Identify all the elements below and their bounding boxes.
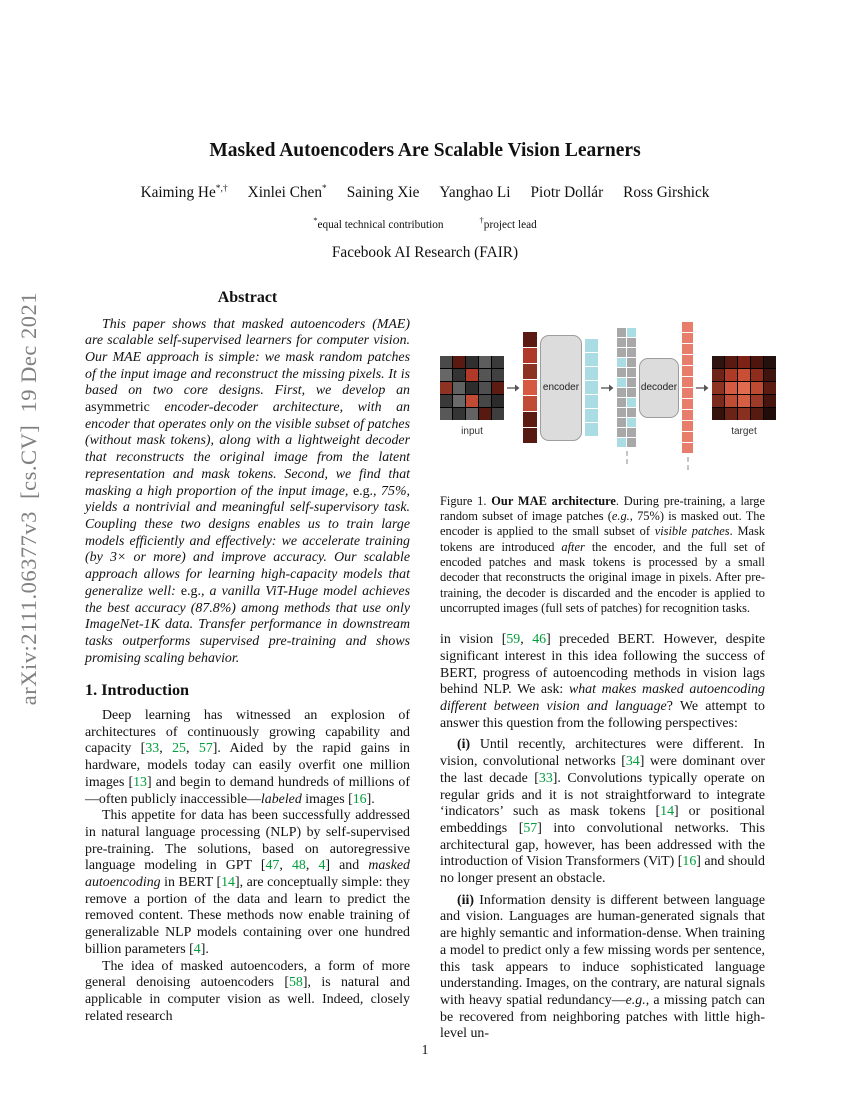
- citation-link[interactable]: 34: [625, 754, 640, 770]
- text-segment: . During pre-training, a large random subset of image patches (: [440, 493, 765, 524]
- introduction-body: [85, 708, 410, 1025]
- encoded-tokens-column: [585, 339, 598, 436]
- left-column: [85, 288, 410, 1043]
- text-segment: Deep learning has witnessed an explosion of architectures of continuously growing capability and capacity [: [85, 708, 410, 757]
- patch-cell: [725, 369, 737, 381]
- patch-cell: [738, 369, 750, 381]
- arrow-right-icon: [507, 383, 520, 393]
- patch-cell: [453, 356, 465, 368]
- patch-cell: [617, 418, 626, 427]
- patch-cell: [453, 395, 465, 407]
- text-segment: ].: [366, 791, 375, 807]
- patch-cell: [627, 338, 636, 347]
- full-token-set-grid: [617, 328, 636, 447]
- text-segment: ,: [305, 858, 319, 874]
- text-segment: ,: [520, 632, 533, 648]
- text-segment: e.g.: [611, 509, 630, 524]
- abstract-paragraph: [85, 317, 410, 668]
- patch-cell: [466, 382, 478, 394]
- text-segment: images [: [301, 791, 353, 807]
- text-segment: labeled: [260, 791, 302, 807]
- text-segment: This paper shows that masked autoencoders (MAE) are scalable self-supervised learners for computer vision. Our MAE approach is simple: we mask random patches of the input image and reconstruct the missing pixels. It is based on two core designs. First, we develop an: [85, 316, 410, 399]
- text-segment: Information density is different between language and vision. Languages are human-generated signals that are highly semantic and information-dense. When training a model to predict only a few missing words per sentence, this task appears to induce sophisticated language understanding. Images, on the contrary, are natural signals with heavy spatial redundancy—: [440, 892, 765, 1008]
- patch-cell: [725, 382, 737, 394]
- patch-cell: [453, 382, 465, 394]
- patch-cell: [712, 369, 724, 381]
- patch-cell: [585, 423, 598, 436]
- input-label: input: [461, 425, 483, 437]
- text-segment: e.g.: [625, 993, 646, 1008]
- patch-cell: [523, 364, 537, 379]
- patch-cell: [682, 421, 693, 431]
- author: [439, 184, 510, 202]
- citation-link[interactable]: 46: [532, 632, 547, 648]
- text-segment: in vision [: [440, 632, 507, 648]
- patch-cell: [738, 356, 750, 368]
- patch-cell: [627, 358, 636, 367]
- patch-cell: [627, 428, 636, 437]
- patch-cell: [466, 395, 478, 407]
- footnote-text: equal technical contribution: [317, 218, 444, 231]
- decoded-tokens-wrap: [682, 322, 693, 453]
- patch-cell: [764, 369, 776, 381]
- patch-cell: [682, 388, 693, 398]
- text-segment: This appetite for data has been successfully addressed in natural language processing (NLP) by self-supervised pre-training. The solutions, based on autoregressive language modeling in GPT [: [85, 808, 410, 874]
- patch-cell: [627, 328, 636, 337]
- patch-cell: [627, 378, 636, 387]
- two-column-layout: [85, 288, 765, 1043]
- patch-cell: [617, 438, 626, 447]
- patch-cell: [627, 368, 636, 377]
- abstract-section: [85, 290, 410, 667]
- text-segment: ,: [279, 858, 292, 874]
- patch-cell: [492, 408, 504, 420]
- text-segment: (ii): [457, 892, 474, 908]
- citation-link[interactable]: 57: [198, 741, 213, 757]
- target-image: [712, 356, 776, 437]
- body-paragraph: [440, 893, 765, 1043]
- patch-cell: [523, 348, 537, 363]
- patch-cell: [585, 395, 598, 408]
- patch-cell: [682, 344, 693, 354]
- patch-cell: [479, 382, 491, 394]
- patch-cell: [479, 356, 491, 368]
- arrow-right-icon: [601, 383, 614, 393]
- author-name: Xinlei Chen: [247, 184, 322, 202]
- patch-cell: [617, 368, 626, 377]
- citation-link[interactable]: 59: [506, 632, 521, 648]
- input-patch-grid: [440, 356, 504, 420]
- patch-cell: [725, 408, 737, 420]
- author: [141, 184, 228, 202]
- patch-cell: [492, 369, 504, 381]
- footnote-marker: *: [313, 215, 318, 226]
- author-footnotes: [85, 215, 765, 231]
- figure-caption: [440, 494, 765, 616]
- patch-cell: [440, 382, 452, 394]
- citation-link[interactable]: 58: [288, 975, 303, 991]
- patch-cell: [751, 382, 763, 394]
- author: [623, 184, 709, 202]
- text-segment: what makes masked autoencoding different between vision and language: [440, 682, 765, 715]
- target-patch-grid: [712, 356, 776, 420]
- text-segment: ] were dominant over the last decade [: [440, 754, 765, 786]
- patch-cell: [440, 408, 452, 420]
- patch-cell: [523, 396, 537, 411]
- patch-cell: [682, 399, 693, 409]
- patch-cell: [627, 398, 636, 407]
- patch-cell: [617, 348, 626, 357]
- footnote: [479, 215, 537, 231]
- author-name: Yanghao Li: [439, 184, 511, 201]
- footnote-marker: †: [479, 215, 484, 226]
- citation-link[interactable]: 47: [265, 858, 280, 874]
- patch-cell: [492, 382, 504, 394]
- patch-cell: [682, 366, 693, 376]
- text-segment: in BERT [: [160, 875, 222, 891]
- patch-cell: [682, 443, 693, 453]
- citation-link[interactable]: 16: [352, 791, 367, 807]
- patch-cell: [764, 382, 776, 394]
- author-marker: *,†: [215, 184, 228, 194]
- author-name: Piotr Dollár: [530, 184, 604, 201]
- patch-cell: [627, 438, 636, 447]
- patch-cell: [479, 408, 491, 420]
- patch-cell: [523, 332, 537, 347]
- decoded-tokens-column: [682, 322, 693, 453]
- patch-cell: [627, 388, 636, 397]
- body-paragraph: [440, 632, 765, 732]
- patch-cell: [585, 353, 598, 366]
- intro-paragraph: [85, 708, 410, 808]
- text-segment: ], are conceptually simple: they remove a portion of the data and learn to predict the removed content. These methods now enable training of generalizable NLP models containing over one hundred billion parameters [: [85, 875, 411, 957]
- citation-link[interactable]: 48: [291, 858, 306, 874]
- author-name: Ross Girshick: [623, 184, 710, 201]
- patch-cell: [682, 377, 693, 387]
- patch-cell: [617, 388, 626, 397]
- patch-cell: [627, 418, 636, 427]
- text-segment: ]. Convolutions typically operate on regular grids and it is not straightforward to integrate ‘indicators’ such as mask tokens [: [440, 770, 765, 820]
- arxiv-stamp: arXiv:2111.06377v3 [cs.CV] 19 Dec 2021: [16, 292, 41, 706]
- text-segment: after: [561, 539, 585, 554]
- patch-cell: [466, 408, 478, 420]
- text-segment: ] preceded BERT. However, despite significant interest in this idea following the success of BERT, progress of autoencoding methods in vision lags behind NLP. We ask:: [440, 632, 765, 698]
- patch-cell: [712, 395, 724, 407]
- patch-cell: [712, 382, 724, 394]
- text-segment: ].: [200, 941, 209, 957]
- text-segment: ? We attempt to answer this question from the following perspectives:: [440, 699, 765, 731]
- patch-cell: [627, 348, 636, 357]
- text-segment: ] into convolutional networks. This architectural gap, however, has been addressed with the introduction of Vision Transformers (ViT) [: [440, 820, 765, 870]
- patch-cell: [682, 355, 693, 365]
- text-segment: ,: [159, 741, 173, 757]
- citation-link[interactable]: 25: [172, 741, 186, 757]
- patch-cell: [751, 356, 763, 368]
- affiliation: Facebook AI Research (FAIR): [331, 243, 519, 261]
- patch-cell: [682, 333, 693, 343]
- citation-link[interactable]: 14: [660, 804, 675, 820]
- paper-title: Masked Autoencoders Are Scalable Vision Learners: [209, 140, 641, 161]
- patch-cell: [682, 322, 693, 332]
- patch-cell: [453, 408, 465, 420]
- text-segment: ] and begin to demand hundreds of millions of—often publicly inaccessible—: [85, 774, 410, 807]
- patch-cell: [492, 395, 504, 407]
- target-label: target: [731, 425, 757, 437]
- text-segment: ] or positional embeddings [: [440, 804, 765, 836]
- patch-cell: [466, 356, 478, 368]
- patch-cell: [523, 380, 537, 395]
- text-segment: e.g.: [180, 583, 201, 599]
- patch-cell: [492, 356, 504, 368]
- patch-cell: [751, 395, 763, 407]
- footnote: [313, 215, 444, 231]
- patch-cell: [764, 408, 776, 420]
- author: [248, 184, 327, 202]
- continuation-dashes: [626, 451, 628, 464]
- author-marker: *: [322, 184, 327, 194]
- text-segment: asymmetric: [85, 400, 150, 416]
- text-segment: masked autoencoding: [85, 858, 410, 891]
- figure-1-diagram: [440, 292, 765, 484]
- patch-cell: [617, 398, 626, 407]
- patch-cell: [479, 369, 491, 381]
- author: [347, 184, 420, 202]
- patch-cell: [440, 395, 452, 407]
- text-segment: e.g.: [352, 483, 374, 499]
- patch-cell: [523, 412, 537, 427]
- patch-cell: [738, 395, 750, 407]
- encoder-box: encoder: [540, 335, 582, 441]
- patch-cell: [738, 382, 750, 394]
- text-segment: ] and should no longer present an obstacle.: [440, 854, 765, 887]
- patch-cell: [682, 432, 693, 442]
- decoder-box: decoder: [639, 358, 679, 418]
- text-segment: , 75%, yields a nontrivial and meaningful self-supervisory task. Coupling these two designs enables us to train large models efficiently and effectively: we accelerate training (by 3× or more) and improve accuracy. Our scalable approach allows for learning high-capacity models that generalize well:: [85, 483, 410, 599]
- patch-cell: [617, 328, 626, 337]
- patch-cell: [712, 356, 724, 368]
- right-column: [440, 288, 765, 1043]
- text-segment: , a missing patch can be recovered from neighboring patches with little high-level un-: [440, 993, 765, 1042]
- text-segment: , 75%) is masked out. The encoder is applied to the small subset of: [440, 509, 765, 539]
- continuation-dashes: [687, 457, 689, 470]
- visible-patches-strip: [523, 332, 537, 443]
- text-segment: ] and: [325, 858, 369, 874]
- text-segment: encoder-decoder architecture, with an encoder that operates only on the visible subset of patches (without mask tokens), along with a lightweight decoder that reconstructs the original image from the latent representation and mask tokens. Second, we find that masking a high proportion of the input image,: [85, 400, 410, 499]
- patch-cell: [523, 428, 537, 443]
- intro-paragraph: [85, 959, 410, 1026]
- body-paragraph: [440, 737, 765, 887]
- citation-link[interactable]: 57: [523, 820, 538, 836]
- citation-link[interactable]: 4: [318, 858, 326, 874]
- author: [531, 184, 604, 202]
- full-token-set-wrap: [617, 328, 636, 447]
- patch-cell: [617, 338, 626, 347]
- text-segment: Figure 1.: [440, 493, 492, 508]
- text-segment: ], is natural and applicable in computer vision as well. Indeed, closely related research: [85, 975, 410, 1024]
- citation-link[interactable]: 13: [133, 774, 147, 790]
- text-segment: Our MAE architecture: [491, 493, 616, 508]
- text-segment: (i): [457, 737, 471, 753]
- text-segment: , a vanilla ViT-Huge model achieves the best accuracy (87.8%) among methods that use only ImageNet-1K data. Transfer performance in downstream tasks outperforms supervised pre-training and shows promising scaling behavior.: [85, 583, 410, 666]
- patch-cell: [585, 409, 598, 422]
- intro-paragraph: [85, 808, 410, 958]
- patch-cell: [682, 410, 693, 420]
- input-image: [440, 356, 504, 437]
- right-column-body: [440, 632, 765, 1043]
- patch-cell: [453, 369, 465, 381]
- patch-cell: [751, 408, 763, 420]
- patch-cell: [617, 378, 626, 387]
- citation-link[interactable]: 4: [193, 941, 201, 957]
- patch-cell: [751, 369, 763, 381]
- text-segment: ,: [185, 741, 199, 757]
- citation-link[interactable]: 33: [145, 741, 160, 757]
- section-heading-introduction: 1. Introduction: [85, 681, 190, 700]
- text-segment: the encoder, and the full set of encoded patches and mask tokens is processed by a small decoder that reconstructs the original image in pixels. After pre-training, the decoder is discarded and the encoder is applied to uncorrupted images (full sets of patches) for recognition tasks.: [440, 539, 765, 615]
- text-segment: The idea of masked autoencoders, a form of more general denoising autoencoders [: [85, 958, 410, 991]
- patch-cell: [764, 395, 776, 407]
- patch-cell: [738, 408, 750, 420]
- patch-cell: [585, 367, 598, 380]
- footnote-text: project lead: [483, 218, 537, 231]
- patch-cell: [479, 395, 491, 407]
- author-name: Kaiming He: [140, 184, 216, 202]
- citation-link[interactable]: 14: [221, 875, 235, 891]
- text-segment: ]. Aided by the rapid gains in hardware, models today can easily overfit one million images [: [85, 741, 411, 790]
- patch-cell: [725, 395, 737, 407]
- arrow-right-icon: [696, 383, 709, 393]
- paper-content: [85, 140, 765, 1043]
- patch-cell: [585, 381, 598, 394]
- patch-cell: [712, 408, 724, 420]
- patch-cell: [440, 356, 452, 368]
- abstract-heading: Abstract: [217, 288, 278, 306]
- author-list: [85, 184, 765, 202]
- author-name: Saining Xie: [346, 184, 420, 201]
- patch-cell: [617, 408, 626, 417]
- patch-cell: [440, 369, 452, 381]
- patch-cell: [585, 339, 598, 352]
- citation-link[interactable]: 16: [682, 854, 697, 870]
- patch-cell: [617, 358, 626, 367]
- patch-cell: [466, 369, 478, 381]
- patch-cell: [764, 356, 776, 368]
- patch-cell: [627, 408, 636, 417]
- text-segment: Until recently, architectures were different. In vision, convolutional networks [: [440, 737, 765, 770]
- page-number: 1: [421, 1042, 429, 1057]
- text-segment: visible patches: [654, 524, 730, 539]
- citation-link[interactable]: 33: [538, 770, 553, 786]
- patch-cell: [725, 356, 737, 368]
- patch-cell: [617, 428, 626, 437]
- text-segment: . Mask tokens are introduced: [440, 524, 766, 554]
